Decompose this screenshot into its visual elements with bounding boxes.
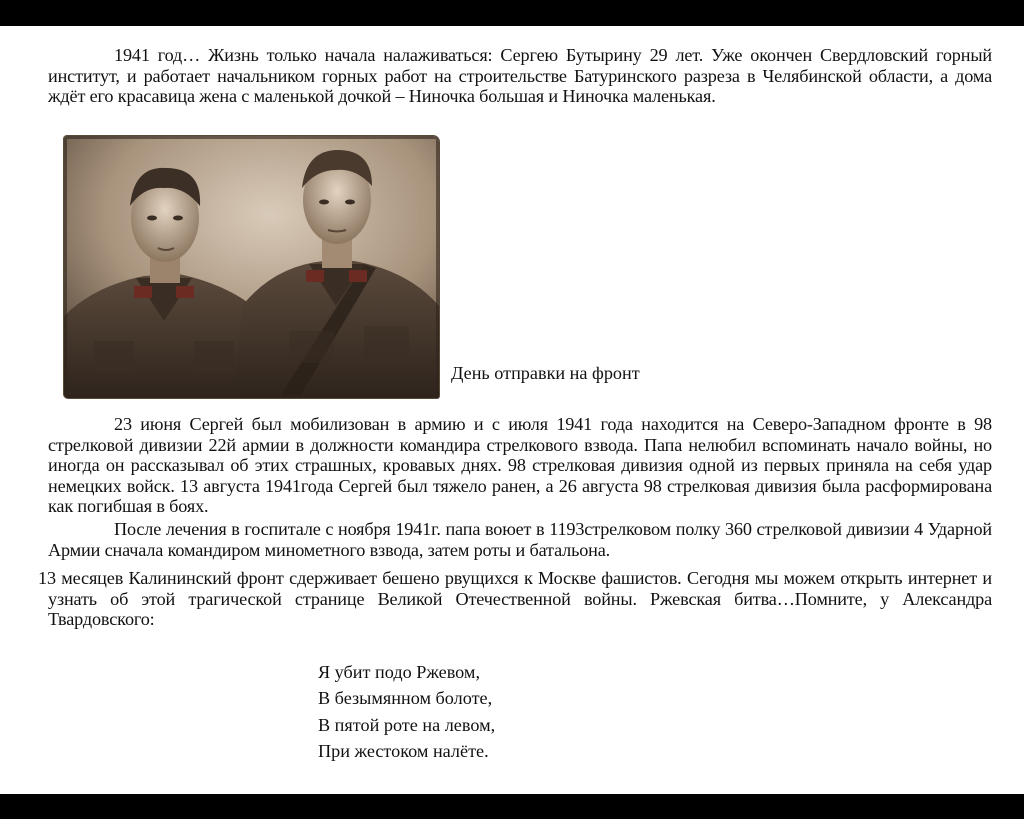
paragraph-intro: 1941 год… Жизнь только начала налаживаться: Сергею Бутырину 29 лет. Уже окончен Свердловский горный институт, и работает начальником горных работ на строительстве Батуринского разреза в Челябинской области, а дома ждёт его красавица жена с маленькой дочкой – Ниночка большая и Ниночка маленькая. bbox=[48, 45, 992, 107]
poem-line: В пятой роте на левом, bbox=[318, 714, 496, 735]
poem-line: В безымянном болоте, bbox=[318, 688, 493, 709]
paragraph-after-hospital: После лечения в госпитале с ноября 1941г. папа воюет в 1193стрелковом полку 360 стрелковой дивизии 4 Ударной Армии сначала командиром минометного взвода, затем роты и батальона. bbox=[48, 519, 992, 560]
photo-caption: День отправки на фронт bbox=[451, 363, 640, 383]
paragraph-mobilization: 23 июня Сергей был мобилизован в армию и с июля 1941 года находится на Северо-Западном фронте в 98 стрелковой дивизии 22й армии в должности командира стрелкового взвода. Папа нелюбил вспоминать начало войны, но иногда он рассказывал об этих страшных, кровавых днях. 98 стрелковая дивизия одной из первых приняла на себя удар немецких войск. 13 августа 1941года Сергей был тяжело ранен, а 26 августа 98 стрелковая дивизия была расформирована как погибшая в боях. bbox=[48, 414, 992, 517]
poem-stanza bbox=[318, 659, 495, 765]
poem-line: При жестоком налёте. bbox=[318, 741, 489, 762]
poem-line: Я убит подо Ржевом, bbox=[318, 662, 480, 682]
paragraph-kalinin-front: 13 месяцев Калининский фронт сдерживает бешено рвущихся к Москве фашистов. Сегодня мы можем открыть интернет и узнать об этой трагической странице Великой Отечественной войны. Ржевская битва…Помните, у Александра Твардовского: bbox=[38, 568, 992, 630]
vintage-photo-icon bbox=[64, 136, 439, 398]
document-page bbox=[0, 26, 1024, 794]
